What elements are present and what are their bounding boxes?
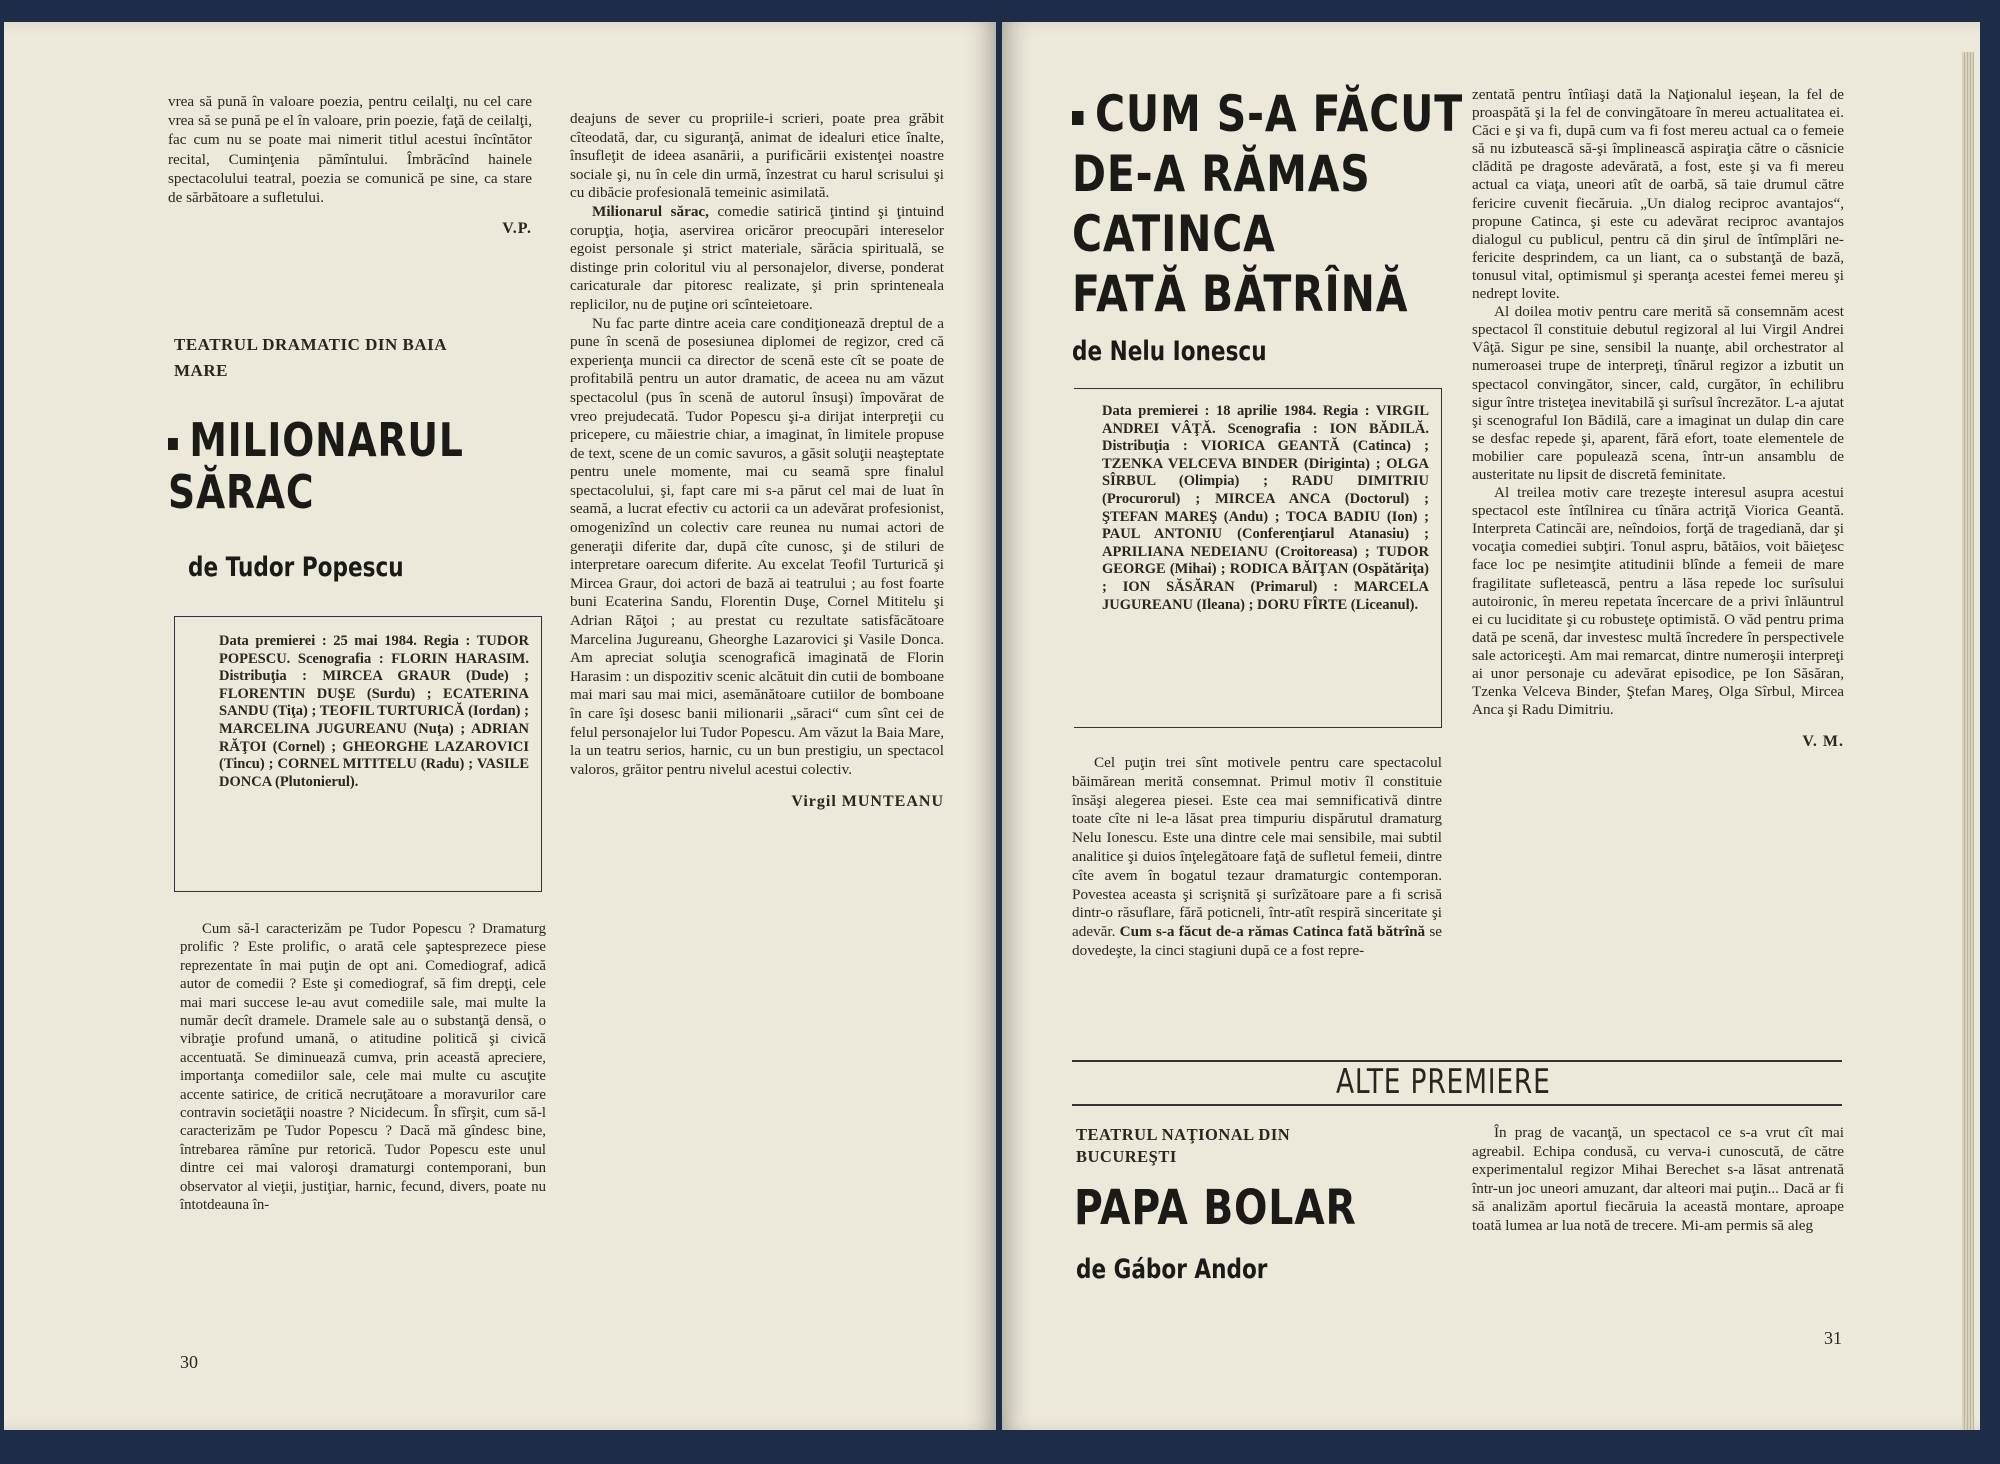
- body-paragraph: Al treilea motiv care trezeşte interesul asupra acestui spectacol este întîlnirea cu tînăra actriţă Viorica Geantă. Interpreta Catincăi are, neîndoios, forţă de tragediană, dar şi vocaţia comediei subţiri. Tonul aspru, bătăios, voit băieţesc face loc pe nesimţite atitudinii blînde a femeii de mare fragilitate sufletească, pentru a lăsa repede loc surîsului autoironic, în mereu repetata încercare de a privi înlăuntrul ei cu luciditate şi cu robusteţe optimistă. O văd pentru prima dată pe scenă, dar investesc multă încredere în perspectivele sale actoriceşti. Am mai remarcat, dintre numeroşii interpreţi ai unor personaje cu adevărat episodice, pe Ion Săsăran, Tzenka Velceva Binder, Ştefan Mareş, Olga Sîrbul, Mircea Anca şi Radu Dimitriu.: [1472, 484, 1844, 719]
- kicker-teatrul-national: TEATRUL NAŢIONAL DIN BUCUREŞTI: [1076, 1125, 1291, 1166]
- body-paragraph: În prag de vacanţă, un spectacol ce s-a vrut cît mai agreabil. Echipa condusă, cu verva-i cunoscută, de către experimentalul regizor Mihai Berechet s-a lăsat antrenată într-un joc uneori amuzant, dar alteori mai puţin... Dacă ar fi să analizăm aportul fiecăruia la această montare, aproape toată lumea ar lua notă de trecere. Mi-am permis să aleg: [1472, 1124, 1844, 1234]
- body-paragraph: comedie satirică ţintind şi ţintuind corupţia, hoţia, aservirea oricăror preocupări intereselor egoist personale şi strict materiale, sărăcia spirituală, se distinge prin coloritul viu al personajelor, diverse, ponderat caricaturale dar pitoresc realizate, şi prin sprinteneala replicilor, nu de puţine ori scînteietoare.: [570, 202, 944, 313]
- headline-milionarul-sarac: [168, 414, 529, 518]
- intro-paragraph: vrea să pună în valoare poezia, pentru ceilalţi, nu cel care vrea să se pună pe el în valoare, prin poezie, faţă de ceilalţi, fac cum nu se poate mai nimerit titlul acestui încîntător recital, Cuminţenia pămîntului. Îmbrăcînd hainele spectacolului teatral, poezia se comunică pe sine, ca stare de sărbătoare a sufletului.: [168, 93, 532, 207]
- byline-gabor-andor: de Gábor Andor: [1076, 1254, 1268, 1285]
- section-title-alte-premiere: ALTE PREMIERE: [1336, 1062, 1551, 1102]
- body-paragraph: zentată pentru întîiaşi dată la Naţionalul ieşean, la fel de proaspătă şi la fel de convingătoare în mereu actualitatea ei. Căci e şi va fi, după cum va fi fost mereu actual ca o femeie să nu izbutească să-şi împlinească aspiraţia către o căsnicie clădită pe dragoste adevărată, a fost, este şi va fi mereu actual ca viaţa, uneori atît de oarbă, să taie drumul către fericire cuvenit fiecăruia. „Un dialog reciproc avantajos“, propune Catinca, şi este cu adevărat reciproc avantajos dialogul cu publicul, pentru că din şirul de întîmplări ne-fericite desprindem, ca un liant, ca o substanţă de bază, tonusul vital, optimismul şi speranţa acestei femei mereu şi nedrept lovite.: [1472, 86, 1844, 303]
- left-col2: [570, 110, 944, 812]
- headline-papa-bolar: PAPA BOLAR: [1074, 1180, 1357, 1236]
- body-paragraph: se dovedeşte, la cinci stagiuni după ce a fost repre-: [1072, 923, 1443, 959]
- credits-box: [1074, 388, 1442, 728]
- kicker-teatrul-baia-mare: TEATRUL DRAMATIC DIN BAIA MARE: [174, 335, 447, 380]
- body-paragraph: Cel puţin trei sînt motivele pentru care spectacolul băimărean merită consemnat. Primul motiv îl constituie însăşi alegerea piesei. Este cea mai semnificativă dintre toate cîte ni le-a lăsat prea timpuriu dispărutul dramaturg Nelu Ionescu. Este una dintre cele mai sensibile, mai subtil analitice şi duios înţelegătoare faţă de sufletul femeii, dintre cîte avem în bogatul tezaur dramaturgic contemporan. Povestea aceasta şi scrişnită şi surîzătoare pare a fi scrisă dintr-o răsuflare, fără poticneli, într-atît respiră sinceritate şi adevăr.: [1072, 754, 1442, 941]
- left-page: [4, 22, 996, 1430]
- author-signature: Virgil MUNTEANU: [791, 793, 944, 811]
- right-col1-body: [1072, 754, 1442, 961]
- headline-line: SĂRAC: [168, 465, 315, 519]
- play-title-inline: Cum s-a făcut de-a rămas Catinca fată bătrînă: [1119, 923, 1426, 941]
- page-edge: [1962, 52, 1974, 1430]
- headline-line: FATĂ BĂTRÎNĂ: [1072, 265, 1409, 323]
- credits-text: Data premierei : 18 aprilie 1984. Regia : VIRGIL ANDREI VÂŢĂ. Scenografia : ION BĂDILĂ. Distribuţia : VIORICA GEANTĂ (Catinca) ; TZENKA VELCEVA BINDER (Diriginta) ; OLGA SÎRBUL (Olimpia) ; RADU DIMITRIU (Procurorul) ; MIRCEA ANCA (Doctorul) ; ŞTEFAN MAREŞ (Andu) ; TOCA BADIU (Ion) ; PAUL ANTONIU (Conferenţiarul Atanasiu) ; APRILIANA NEDEIANU (Croitoreasa) ; TUDOR GEORGE (Mihai) ; RODICA BĂIŢAN (Ospătăriţa) ; ION SĂSĂRAN (Primarul) : MARCELA JUGUREANU (Ileana) ; DORU FÎRTE (Liceanul).: [1102, 403, 1429, 613]
- page-number: 30: [180, 1352, 198, 1372]
- right-col2: [1472, 86, 1844, 751]
- body-paragraph: Al doilea motiv pentru care merită să consemnăm acest spectacol îl constituie debutul regizoral al lui Virgil Andrei Vâţă. Sigur pe sine, sensibil la nuanţe, abil orchestrator al numeroasei trupe de interpreţi, tînărul regizor a izbutit un spectacol convingător, sincer, cald, curgător, în echilibru sigur între tristeţea inevitabilă şi surîsul încrezător. L-a ajutat şi scenograful Ion Bădilă, care a imaginat un dulap din care se desfac repede şi, aparent, fără efort, toate elementele de mobilier care populează scena, într-un ansamblu de austeritate nu lipsit de discretă feminitate.: [1472, 303, 1844, 483]
- body-paragraph: Nu fac parte dintre aceia care condiţionează dreptul de a pune în scenă de posesiunea diplomei de regizor, cred că experienţa muncii ca director de scenă este cît se poate de profitabilă pentru un autor dramatic, de aceea nu am văzut spectacolul (pus în scenă de autorul însuşi) împovărat de vreo prejudecată. Tudor Popescu şi-a dirijat interpreţii cu pricepere, cu măiestrie chiar, a imaginat, în limitele propuse de text, scene de un comic savuros, a găsit soluţii neaşteptate pentru unele momente, mai cu seamă spre finalul spectacolului, şi, fapt care mi s-a părut cel mai de luat în seamă, a lucrat efectiv cu actorii ca un adevărat profesionist, omogenizînd un colectiv care reunea nu numai actori de generaţii diferite dar, după cîte cunosc, şi de stiluri de interpretare oarecum diferite. Au excelat Teofil Turturică şi Mircea Graur, doi actori de bază ai teatrului ; au fost foarte buni Ecaterina Sandu, Florentin Duşe, Cornel Mititelu şi Adrian Răţoi ; au prestat cu rezultate satisfăcătoare Marcelina Jugureanu, Gheorghe Lazarovici şi Vasile Donca. Am apreciat soluţia scenografică imaginată de Florin Harasim : un dispozitiv scenic alcătuit din cutii de bomboane mai mari sau mai mici, asemănătoare cutiilor de bomboane în care îşi dosesc banii milionarii „săraci“ cum sînt cei de felul personajelor lui Tudor Popescu. Am văzut la Baia Mare, la un teatru serios, harnic, cu un bun prestigiu, un spectacol valoros, grăitor pentru nivelul acestui colectiv.: [570, 314, 944, 778]
- byline-tudor-popescu: de Tudor Popescu: [188, 552, 404, 583]
- byline-nelu-ionescu: de Nelu Ionescu: [1072, 336, 1267, 367]
- page-number: 31: [1824, 1328, 1842, 1348]
- credits-box: [174, 616, 542, 892]
- headline-line: DE-A RĂMAS: [1072, 145, 1371, 203]
- headline-line: MILIONARUL: [189, 413, 464, 467]
- body-paragraph: deajuns de sever cu propriile-i scrieri, poate prea grăbit cîteodată, dar, cu siguranţă, animat de idealuri etice înalte, însufleţit de ideea asanării, a purificării existenţei noastre sociale şi, nu în cele din urmă, înzestrat cu harul scrisului şi cu dibăcie profesională temeinic asimilată.: [570, 110, 944, 202]
- play-title-inline: Milionarul sărac,: [592, 202, 709, 220]
- body-paragraph: Cum să-l caracterizăm pe Tudor Popescu ? Dramaturg prolific ? Este prolific, o arată cele şaptesprezece piese reprezentate în mai puţin de opt ani. Comediograf, adică autor de comedii ? Este şi comediograf, să fim drepţi, cele mai mari succese le-au avut comediile sale, mai multe la număr decît dramele. Dramele sale au o substanţă densă, o vibraţie profund umană, o atitudine politică şi civică accentuată. Se diminuează cumva, prin această apreciere, importanţa comediilor sale, cele mai multe cu ascuţite accente satirice, de critică necruţătoare a moravurilor care contravin societăţii noastre ? Nicidecum. În sfîrşit, cum să-l caracterizăm pe Tudor Popescu ? Dacă mă gîndesc bine, întrebarea rămîne pur retorică. Tudor Popescu este unul dintre cei mai valoroşi dramaturgi contemporani, bun observator al vieţii, justiţiar, harnic, fecund, divers, poate nu întotdeauna în-: [180, 921, 546, 1214]
- headline-line: CATINCA: [1072, 205, 1276, 263]
- right-col2-bottom: [1472, 1124, 1844, 1236]
- bullet-icon: [168, 438, 178, 450]
- headline-line: CUM S-A FĂCUT: [1094, 85, 1464, 143]
- left-col1-intro: [168, 92, 532, 238]
- right-page: [1002, 22, 1980, 1430]
- bullet-icon: [1072, 111, 1083, 125]
- author-signature: V. M.: [1802, 733, 1844, 751]
- intro-signature: V.P.: [502, 220, 532, 238]
- left-col1-body: [180, 920, 546, 1215]
- credits-text: Data premierei : 25 mai 1984. Regia : TUDOR POPESCU. Scenografia : FLORIN HARASIM. Distribuţia : MIRCEA GRAUR (Dude) ; FLORENTIN DUŞE (Surdu) ; ECATERINA SANDU (Tiţa) ; TEOFIL TURTURICĂ (Iordan) ; MARCELINA JUGUREANU (Nuţa) ; ADRIAN RĂŢOI (Cornel) ; GHEORGHE LAZAROVICI (Tincu) ; CORNEL MITITELU (Radu) ; VASILE DONCA (Plutonierul).: [219, 633, 529, 790]
- section-rule: [1072, 1104, 1842, 1106]
